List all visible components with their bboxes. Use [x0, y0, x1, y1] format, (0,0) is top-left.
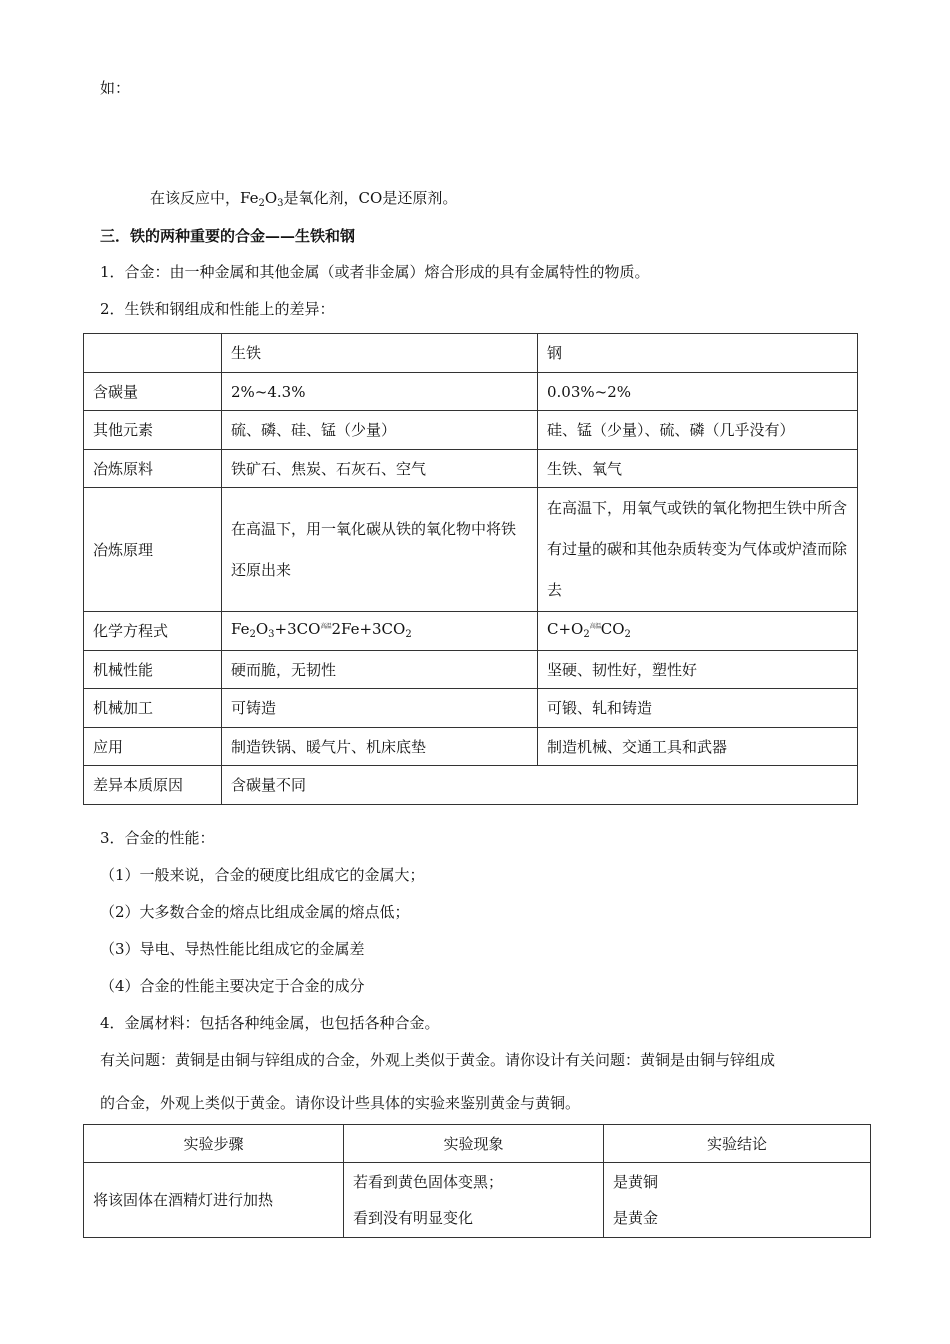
steel-cell: 在高温下，用氧气或铁的氧化物把生铁中所含有过量的碳和其他杂质转变为气体或炉渣而除去 — [538, 488, 858, 612]
steel-cell: 可锻、轧和铸造 — [538, 689, 858, 728]
metal-materials: 4．金属材料：包括各种纯金属，也包括各种合金。 — [100, 1014, 440, 1032]
steel-cell: 生铁、氧气 — [538, 450, 858, 488]
row-label: 机械性能 — [84, 651, 222, 689]
iron-steel-table — [83, 333, 858, 805]
table-header-row — [84, 1125, 871, 1163]
table-row — [84, 728, 858, 766]
iron-cell: 2%~4.3% — [222, 373, 538, 411]
intro-text: 如： — [100, 79, 131, 97]
property-item: （3）导电、导热性能比组成它的金属差 — [100, 940, 365, 958]
property-item: （1）一般来说，合金的硬度比组成它的金属大； — [100, 866, 425, 884]
alloy-properties-title: 3．合金的性能： — [100, 829, 215, 847]
iron-cell: 硫、磷、硅、锰（少量） — [222, 411, 538, 450]
iron-cell: 在高温下，用一氧化碳从铁的氧化物中将铁还原出来 — [222, 488, 538, 612]
row-label: 差异本质原因 — [84, 766, 222, 805]
table-row — [84, 651, 858, 689]
table-row — [84, 612, 858, 651]
table-row — [84, 689, 858, 728]
table-header-steel: 钢 — [538, 334, 858, 373]
property-item: （4）合金的性能主要决定于合金的成分 — [100, 977, 365, 995]
phenomenon-cell — [344, 1163, 604, 1238]
table-row — [84, 450, 858, 488]
row-label: 冶炼原理 — [84, 488, 222, 612]
merged-cell: 含碳量不同 — [222, 766, 858, 805]
row-label: 含碳量 — [84, 373, 222, 411]
table-cell — [84, 334, 222, 373]
table-row — [84, 411, 858, 450]
experiment-table — [83, 1124, 871, 1238]
table-row — [84, 766, 858, 805]
conclusion-1: 是黄铜 — [613, 1173, 659, 1191]
header-conclusion: 实验结论 — [604, 1125, 871, 1163]
property-item: （2）大多数合金的熔点比组成金属的熔点低； — [100, 903, 410, 921]
steel-cell: 硅、锰（少量）、硫、磷（几乎没有） — [538, 411, 858, 450]
steel-equation: $C+O_2^{高温}CO_2$ — [538, 612, 858, 651]
table-row — [84, 373, 858, 411]
row-label: 其他元素 — [84, 411, 222, 450]
phenomenon-2: 看到没有明显变化 — [353, 1209, 474, 1227]
row-label: 应用 — [84, 728, 222, 766]
table-header-row — [84, 334, 858, 373]
iron-equation: $Fe_2O_3+3CO^{高温}2Fe+3CO_2$ — [222, 612, 538, 651]
question-line: 的合金，外观上类似于黄金。请你设计些具体的实验来鉴别黄金与黄铜。 — [100, 1094, 581, 1112]
iron-cell: 硬而脆，无韧性 — [222, 651, 538, 689]
header-phenomenon: 实验现象 — [344, 1125, 604, 1163]
header-step: 实验步骤 — [84, 1125, 344, 1163]
iron-cell: 铁矿石、焦炭、石灰石、空气 — [222, 450, 538, 488]
steel-cell: 坚硬、韧性好，塑性好 — [538, 651, 858, 689]
question-line: 有关问题：黄铜是由铜与锌组成的合金，外观上类似于黄金。请你设计有关问题：黄铜是由铜与锌组成 — [100, 1051, 776, 1069]
conclusion-cell — [604, 1163, 871, 1238]
difference-title: 2．生铁和钢组成和性能上的差异： — [100, 300, 335, 318]
row-label: 化学方程式 — [84, 612, 222, 651]
alloy-definition: 1．合金：由一种金属和其他金属（或者非金属）熔合形成的具有金属特性的物质。 — [100, 263, 650, 281]
phenomenon-1: 若看到黄色固体变黑； — [353, 1173, 504, 1191]
steel-cell: 0.03%~2% — [538, 373, 858, 411]
steel-cell: 制造机械、交通工具和武器 — [538, 728, 858, 766]
table-row — [84, 1163, 871, 1238]
reaction-note: 在该反应中，$Fe_2O_3$是氧化剂，CO是还原剂。 — [150, 189, 458, 209]
row-label: 冶炼原料 — [84, 450, 222, 488]
iron-cell: 制造铁锅、暖气片、机床底垫 — [222, 728, 538, 766]
row-label: 机械加工 — [84, 689, 222, 728]
conclusion-2: 是黄金 — [613, 1209, 659, 1227]
table-row — [84, 488, 858, 612]
step-cell: 将该固体在酒精灯进行加热 — [84, 1163, 344, 1238]
iron-cell: 可铸造 — [222, 689, 538, 728]
section-heading: 三．铁的两种重要的合金——生铁和钢 — [100, 227, 356, 245]
table-header-iron: 生铁 — [222, 334, 538, 373]
